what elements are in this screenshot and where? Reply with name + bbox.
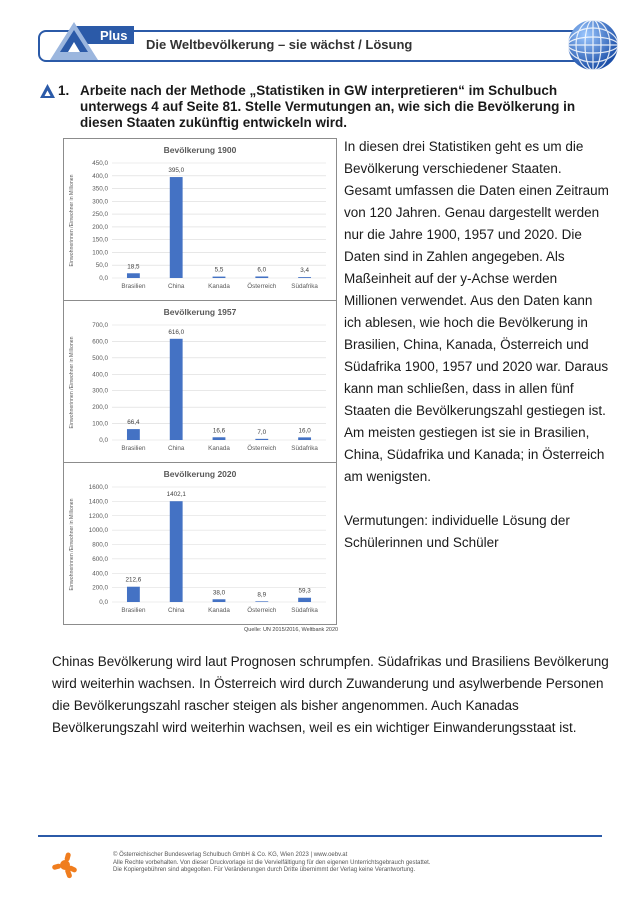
data-label: 38,0	[212, 589, 226, 597]
bar-südafrika	[298, 598, 311, 602]
bar-kanada	[213, 437, 226, 440]
globe-icon	[566, 18, 620, 77]
bar-österreich	[255, 276, 268, 278]
chart-1900-svg	[64, 139, 336, 300]
task-number: 1.	[58, 83, 70, 98]
x-tick-label: Brasilien	[121, 445, 146, 452]
y-tick-label: 100,0	[92, 420, 108, 428]
y-tick-label: 200,0	[92, 223, 108, 231]
bar-brasilien	[127, 587, 140, 602]
y-tick-label: 350,0	[92, 185, 108, 193]
y-tick-label: 150,0	[92, 236, 108, 244]
task-text: Arbeite nach der Methode „Statistiken in GW interpretieren“ im Schulbuch unterwegs 4 auf Seite 81. Stelle Vermutungen an, wie sich die Bevölkerung in diesen Staaten zukünftig entwickeln wird.	[80, 83, 576, 130]
data-label: 7,0	[257, 428, 267, 436]
bar-österreich	[255, 601, 268, 602]
y-tick-label: 450,0	[92, 160, 108, 167]
x-tick-label: Brasilien	[121, 283, 146, 290]
data-label: 8,9	[257, 591, 267, 599]
y-tick-label: 200,0	[92, 404, 108, 412]
y-tick-label: 400,0	[92, 570, 108, 578]
x-tick-label: Kanada	[208, 283, 230, 290]
y-tick-label: 600,0	[92, 338, 108, 346]
x-tick-label: Österreich	[247, 445, 277, 452]
y-axis-label: Einwohnerinnen /Einwohner in Millionen	[69, 498, 75, 591]
bar-kanada	[213, 599, 226, 602]
assumption-paragraph: Vermutungen: individuelle Lösung der Schülerinnen und Schüler	[344, 513, 570, 550]
x-tick-label: Südafrika	[291, 607, 318, 614]
bar-österreich	[255, 439, 268, 440]
x-tick-label: Österreich	[247, 283, 277, 290]
footer-line-3: Die Kopiergebühren sind abgegolten. Für Veränderungen durch Dritte übernimmt der Verlag keine Verantwortung.	[113, 867, 416, 873]
y-tick-label: 0,0	[99, 275, 108, 282]
y-tick-label: 300,0	[92, 198, 108, 206]
y-tick-label: 250,0	[92, 211, 108, 219]
data-label: 66,4	[127, 419, 140, 427]
y-tick-label: 800,0	[92, 541, 108, 549]
y-tick-label: 400,0	[92, 371, 108, 379]
triangle-level-icon	[40, 84, 55, 103]
y-tick-label: 100,0	[92, 249, 108, 257]
bar-brasilien	[127, 429, 140, 440]
y-tick-label: 1200,0	[88, 512, 108, 520]
data-label: 5,5	[214, 266, 224, 274]
data-label: 59,3	[298, 587, 311, 595]
y-tick-label: 200,0	[92, 584, 108, 592]
bar-südafrika	[298, 437, 311, 440]
x-tick-label: Brasilien	[121, 607, 146, 614]
y-tick-label: 300,0	[92, 387, 108, 395]
y-tick-label: 50,0	[95, 262, 108, 270]
footer-line-2: Alle Rechte vorbehalten. Von dieser Druckvorlage ist die Vervielfältigung für den eigenen Unterrichtsgebrauch gestattet.	[113, 859, 431, 866]
data-label: 16,6	[212, 427, 226, 435]
bar-china	[170, 501, 183, 602]
x-tick-label: Österreich	[247, 607, 277, 614]
footer-copyright	[113, 852, 583, 875]
y-tick-label: 1400,0	[88, 498, 108, 506]
footer-divider	[38, 835, 602, 837]
bar-china	[170, 339, 183, 440]
y-tick-label: 600,0	[92, 555, 108, 563]
y-tick-label: 400,0	[92, 172, 108, 180]
interpretation-paragraph: In diesen drei Statistiken geht es um die Bevölkerung verschiedener Staaten. Gesamt umfassen die Daten einen Zeitraum von 120 Jahren. Genau dargestellt werden nur die Jahre 1900, 1957 und 2020. Die Daten sind in Zahlen angegeben. Als Maßeinheit auf der y-Achse werden Millionen verwendet. Aus den Daten kann ich ablesen, wie hoch die Bevölkerung in Brasilien, China, Kanada, Österreich und Südafrika 1900, 1957 und 2020 war. Daraus kann man schließen, dass in allen fünf Staaten die Bevölkerungszahl gestiegen ist. Am meisten gestiegen ist sie in Brasilien, China, Südafrika und Kanada; in Österreich am wenigsten.	[344, 139, 609, 484]
bar-china	[170, 177, 183, 278]
y-tick-label: 500,0	[92, 354, 108, 362]
data-label: 3,4	[300, 267, 309, 275]
y-axis-label: Einwohnerinnen /Einwohner in Millionen	[69, 174, 75, 267]
x-tick-label: Südafrika	[291, 445, 318, 452]
x-tick-label: China	[167, 283, 185, 290]
x-tick-label: China	[167, 607, 185, 614]
page-header	[38, 28, 602, 62]
y-tick-label: 1600,0	[88, 484, 108, 491]
chart-title: Bevölkerung 1957	[163, 307, 237, 317]
chart-source: Quelle: UN 2015/2016, Weltbank 2020	[244, 627, 339, 633]
chart-2020-svg	[64, 463, 336, 624]
x-tick-label: China	[167, 445, 185, 452]
data-label: 616,0	[168, 328, 185, 336]
chart-2020	[64, 463, 336, 624]
data-label: 16,0	[298, 427, 311, 435]
plus-logo-icon	[46, 22, 138, 67]
x-tick-label: Kanada	[208, 607, 230, 614]
data-label: 212,6	[125, 576, 142, 584]
forecast-paragraph: Chinas Bevölkerung wird laut Prognosen schrumpfen. Südafrikas und Brasiliens Bevölkerung wird weiterhin wachsen. In Österreich wird durch Zuwanderung und asylwerbende Personen die Bevölkerungszahl rascher steigen als bisher angenommen. Auch Kanadas Bevölkerungszahl wird weiterhin wachsen, weil es ein wichtiger Einwanderungsstaat ist.	[52, 654, 609, 735]
y-tick-label: 0,0	[99, 437, 108, 444]
chart-1957-svg	[64, 301, 336, 462]
oebv-logo-icon	[52, 852, 78, 885]
footer-line-1: © Österreichischer Bundesverlag Schulbuch GmbH & Co. KG, Wien 2023 | www.oebv.at	[113, 852, 348, 858]
charts-panel	[63, 138, 337, 625]
chart-1900	[64, 139, 336, 301]
bar-kanada	[213, 277, 226, 278]
chart-title: Bevölkerung 1900	[163, 145, 237, 155]
y-axis-label: Einwohnerinnen /Einwohner in Millionen	[69, 336, 75, 429]
chart-1957	[64, 301, 336, 463]
data-label: 395,0	[168, 167, 185, 175]
bar-brasilien	[127, 273, 140, 278]
y-tick-label: 700,0	[92, 322, 108, 329]
chart-title: Bevölkerung 2020	[163, 469, 237, 479]
data-label: 18,5	[127, 263, 140, 271]
page-title: Die Weltbevölkerung – sie wächst / Lösung	[146, 37, 413, 52]
bar-südafrika	[298, 277, 311, 278]
x-tick-label: Südafrika	[291, 283, 318, 290]
data-label: 1402,1	[166, 491, 186, 499]
interpretation-text	[344, 136, 609, 554]
y-tick-label: 0,0	[99, 599, 108, 606]
x-tick-label: Kanada	[208, 445, 230, 452]
y-tick-label: 1000,0	[88, 527, 108, 535]
data-label: 6,0	[257, 266, 267, 274]
logo-text: Plus	[100, 28, 128, 43]
